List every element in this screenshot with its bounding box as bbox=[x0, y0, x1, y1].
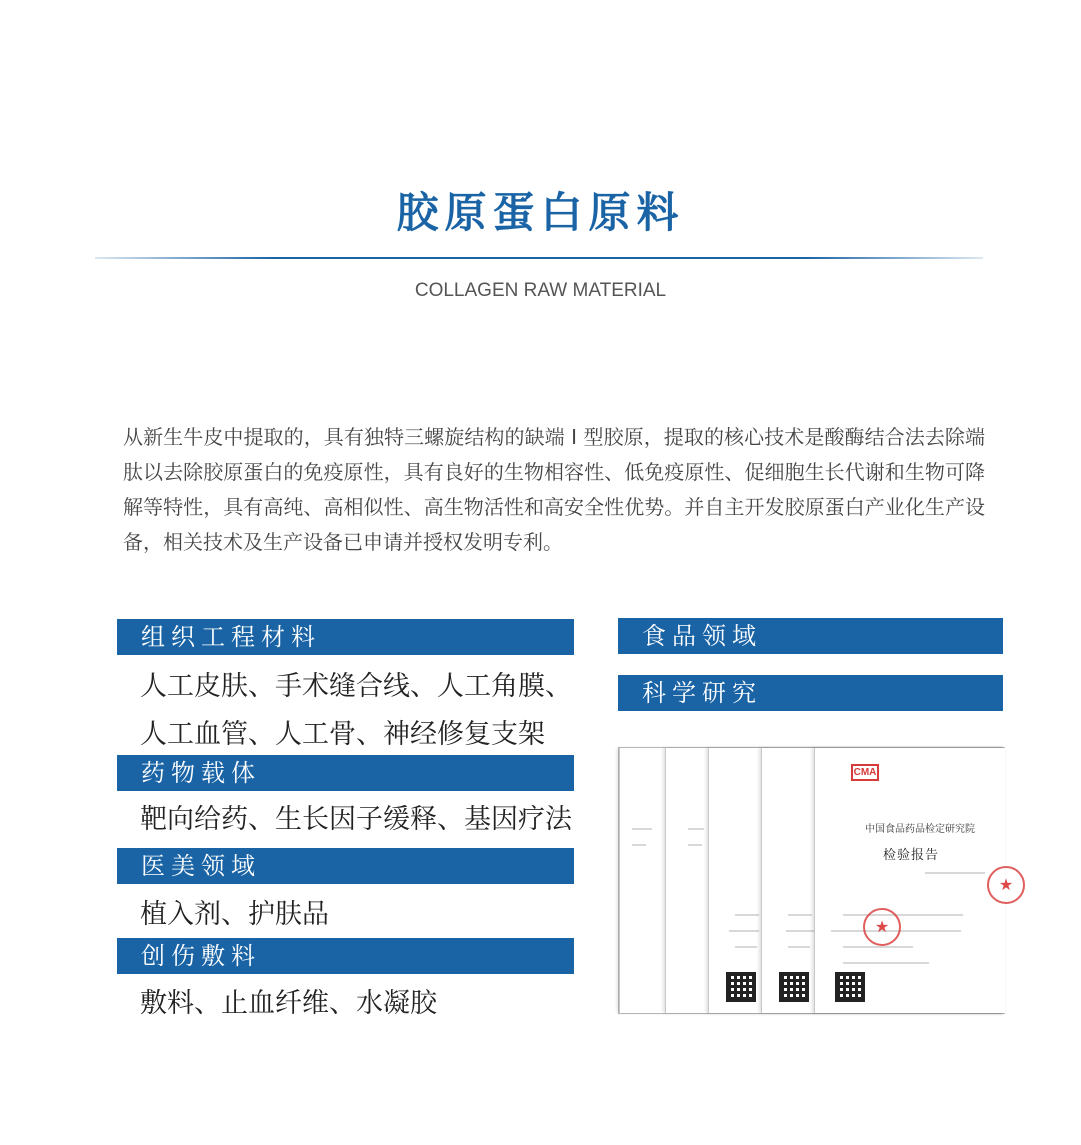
section-bar-wound-dressing: 创伤敷料 bbox=[117, 938, 574, 974]
section-item-line: 人工血管、人工骨、神经修复支架 bbox=[140, 719, 545, 750]
page-title: 胶原蛋白原料 bbox=[396, 188, 685, 237]
section-item-line: 人工皮肤、手术缝合线、人工角膜、 bbox=[140, 671, 572, 702]
page-subtitle: COLLAGEN RAW MATERIAL bbox=[414, 280, 667, 301]
inspection-report-image bbox=[618, 747, 1014, 1014]
intro-paragraph: 从新生牛皮中提取的，具有独特三螺旋结构的缺端 I 型胶原，提取的核心技术是酸酶结合法去除端肽以去除胶原蛋白的免疫原性，具有良好的生物相容性、低免疫原性、促细胞生长代谢和生物可降解等特性，具有高纯、高相似性、高生物活性和高安全性优势。并自主开发胶原蛋白产业化生产设备，相关技术及生产设备已申请并授权发明专利。 bbox=[123, 425, 985, 554]
official-seal-icon: ★ bbox=[987, 866, 1025, 904]
official-seal-icon: ★ bbox=[863, 908, 901, 946]
section-bar-tissue-engineering: 组织工程材料 bbox=[117, 619, 574, 655]
section-items-tissue-engineering bbox=[140, 663, 572, 759]
section-bar-drug-carrier: 药物载体 bbox=[117, 755, 574, 791]
section-bar-research: 科学研究 bbox=[618, 675, 1003, 711]
qr-code-icon bbox=[779, 972, 809, 1002]
report-organization: 中国食品药品检定研究院 bbox=[865, 824, 975, 835]
section-bar-medical-aesthetics: 医美领域 bbox=[117, 848, 574, 884]
section-item-line: 植入剂、护肤品 bbox=[140, 899, 329, 930]
section-bar-food: 食品领域 bbox=[618, 618, 1003, 654]
cma-certification-mark: CMA bbox=[851, 764, 879, 781]
section-item-line: 敷料、止血纤维、水凝胶 bbox=[140, 988, 437, 1019]
report-title: 检验报告 bbox=[883, 848, 940, 863]
qr-code-icon bbox=[835, 972, 865, 1002]
qr-code-icon bbox=[726, 972, 756, 1002]
section-items-medical-aesthetics bbox=[140, 892, 329, 938]
section-items-drug-carrier bbox=[140, 797, 572, 843]
section-items-wound-dressing bbox=[140, 981, 437, 1027]
title-divider bbox=[95, 257, 983, 259]
section-item-line: 靶向给药、生长因子缓释、基因疗法 bbox=[140, 804, 572, 835]
report-page-front bbox=[814, 748, 1014, 1013]
